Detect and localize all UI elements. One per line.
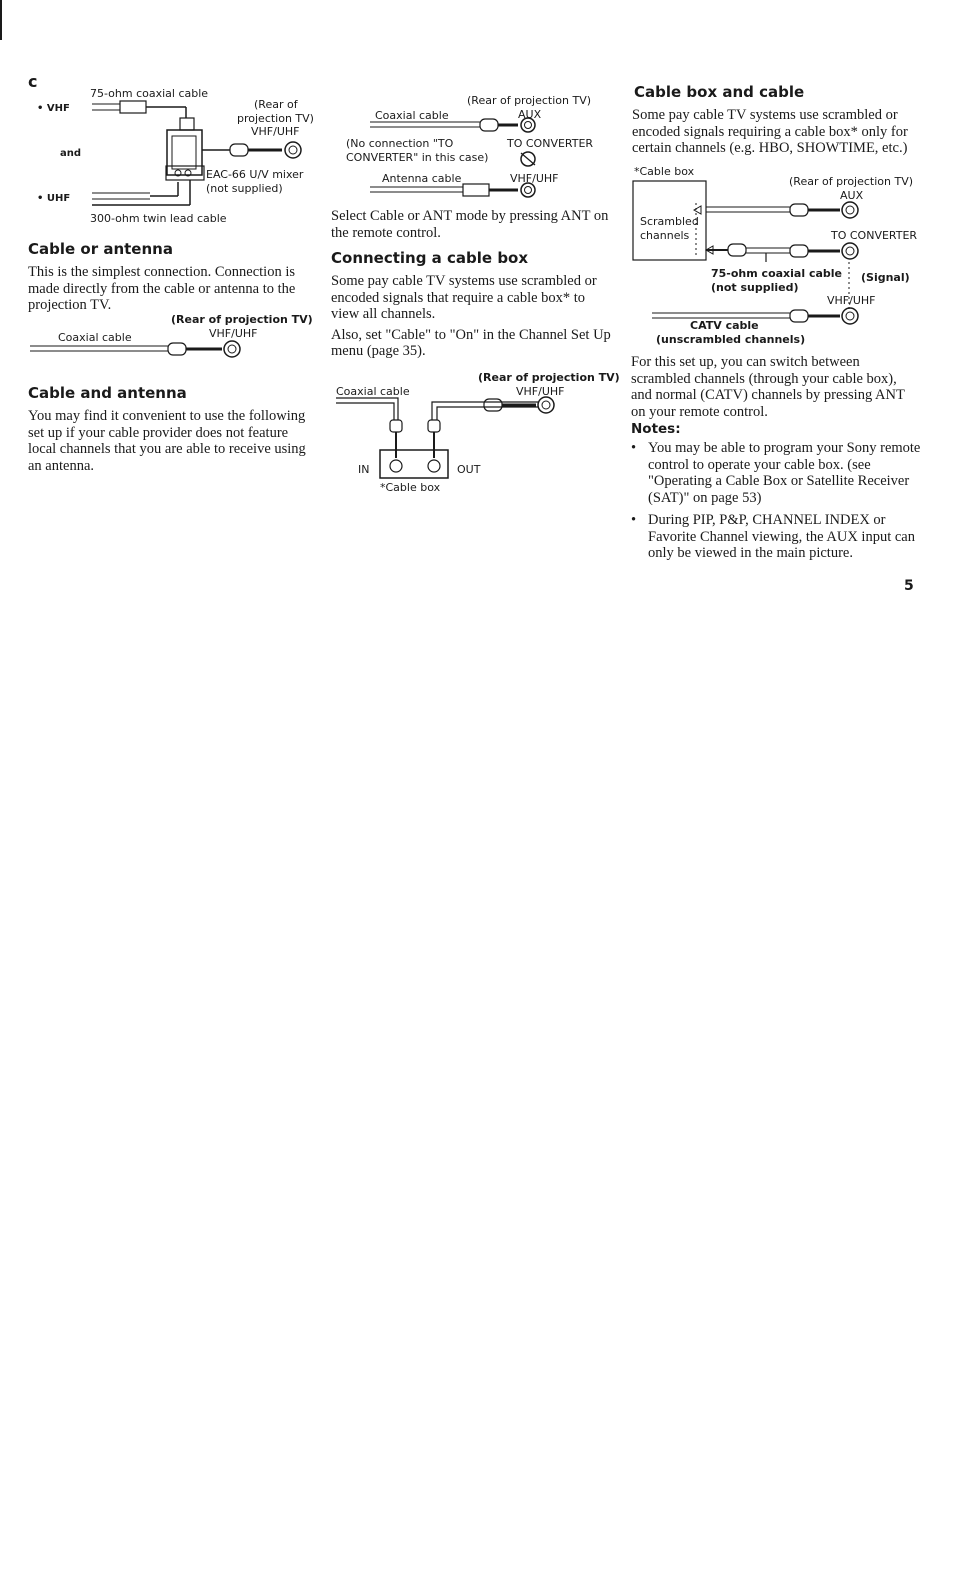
vhf-uhf-label: VHF/UHF: [251, 125, 300, 138]
uhf-label: • UHF: [37, 193, 71, 204]
connecting-cable-box-heading: Connecting a cable box: [331, 249, 529, 267]
aux-label: AUX: [518, 108, 542, 121]
scrambled-label-1: Scrambled: [640, 215, 699, 228]
aux-label: AUX: [840, 189, 864, 202]
vhf-uhf-label: VHF/UHF: [209, 327, 258, 340]
rear-projection-label: (Rear of projection TV): [171, 313, 313, 326]
cable-and-antenna-text: You may find it convenient to use the following set up if your cable provider does not feature local channels that you are able to receive using an antenna.: [28, 408, 306, 474]
vhf-uhf-label: VHF/UHF: [516, 385, 565, 398]
and-label: and: [60, 148, 82, 159]
coax-label: Coaxial cable: [375, 109, 449, 122]
vhf-label: • VHF: [37, 103, 70, 114]
out-label: OUT: [457, 463, 481, 476]
coax-75-label: 75-ohm coaxial cable: [711, 267, 842, 280]
catv-label: CATV cable: [690, 319, 759, 332]
no-connection-label-1: (No connection "TO: [346, 137, 454, 150]
signal-label: (Signal): [861, 271, 910, 284]
rear-projection-label: (Rear of projection TV): [467, 94, 592, 107]
to-converter-label: TO CONVERTER: [507, 137, 594, 150]
antenna-label: Antenna cable: [382, 172, 462, 185]
vhf-uhf-label: VHF/UHF: [827, 294, 876, 307]
cable-box-and-cable-diagram: [0, 0, 954, 340]
twin-lead-label: 300-ohm twin lead cable: [90, 212, 227, 225]
cable-box-and-cable-heading: Cable box and cable: [634, 83, 805, 101]
connecting-cable-box-text: Some pay cable TV systems use scrambled or encoded signals that require a cable box* to view all channels. Also, set "Cable" to "On" in the Channel Set Up menu (page 35).: [331, 273, 611, 359]
scrambled-label-2: channels: [640, 229, 690, 242]
rear-of-label: (Rear of: [254, 98, 298, 111]
cable-box-label: *Cable box: [380, 481, 441, 494]
to-converter-label: TO CONVERTER: [831, 229, 918, 242]
left-edge-line: [0, 0, 2, 40]
notes-heading: Notes:: [631, 421, 681, 437]
cable-or-antenna-text: This is the simplest connection. Connection is made directly from the cable or antenna to the projection TV.: [28, 264, 296, 313]
list-item: • You may be able to program your Sony remote control to operate your cable box. (see "Operating a Cable Box or Satellite Receiver (SAT)" on page 53): [631, 440, 921, 506]
page-number: 5: [904, 578, 914, 594]
no-connection-label-2: CONVERTER" in this case): [346, 151, 489, 164]
switch-text: For this set up, you can switch between scrambled channels (through your cable box), and normal (CATV) channels by pressing ANT on your remote control.: [631, 354, 905, 420]
unscrambled-label: (unscrambled channels): [656, 333, 806, 346]
cable-box-label: *Cable box: [634, 165, 695, 178]
coax-75-label: 75-ohm coaxial cable: [90, 87, 209, 100]
cable-box-and-cable-text: Some pay cable TV systems use scrambled or encoded signals requiring a cable box* only for certain channels (e.g. HBO, SHOWTIME, etc.): [632, 107, 908, 156]
figure-letter: c: [28, 72, 38, 91]
vhf-uhf-label: VHF/UHF: [510, 172, 559, 185]
cable-and-antenna-heading: Cable and antenna: [28, 384, 187, 402]
in-label: IN: [358, 463, 370, 476]
list-item: • During PIP, P&P, CHANNEL INDEX or Favorite Channel viewing, the AUX input can only be viewed in the main picture.: [631, 512, 921, 562]
coax-label: Coaxial cable: [58, 331, 132, 344]
mixer-label: EAC-66 U/V mixer: [206, 168, 304, 181]
projection-tv-label: projection TV): [237, 112, 314, 125]
cable-or-antenna-heading: Cable or antenna: [28, 240, 173, 258]
coax-label: Coaxial cable: [336, 385, 410, 398]
notes-list: [631, 440, 921, 568]
rear-projection-label: (Rear of projection TV): [789, 175, 914, 188]
not-supplied-label: (not supplied): [711, 281, 799, 294]
mixer-not-supplied-label: (not supplied): [206, 182, 283, 195]
rear-projection-label: (Rear of projection TV): [478, 371, 620, 384]
select-mode-text: Select Cable or ANT mode by pressing ANT on the remote control.: [331, 208, 609, 241]
